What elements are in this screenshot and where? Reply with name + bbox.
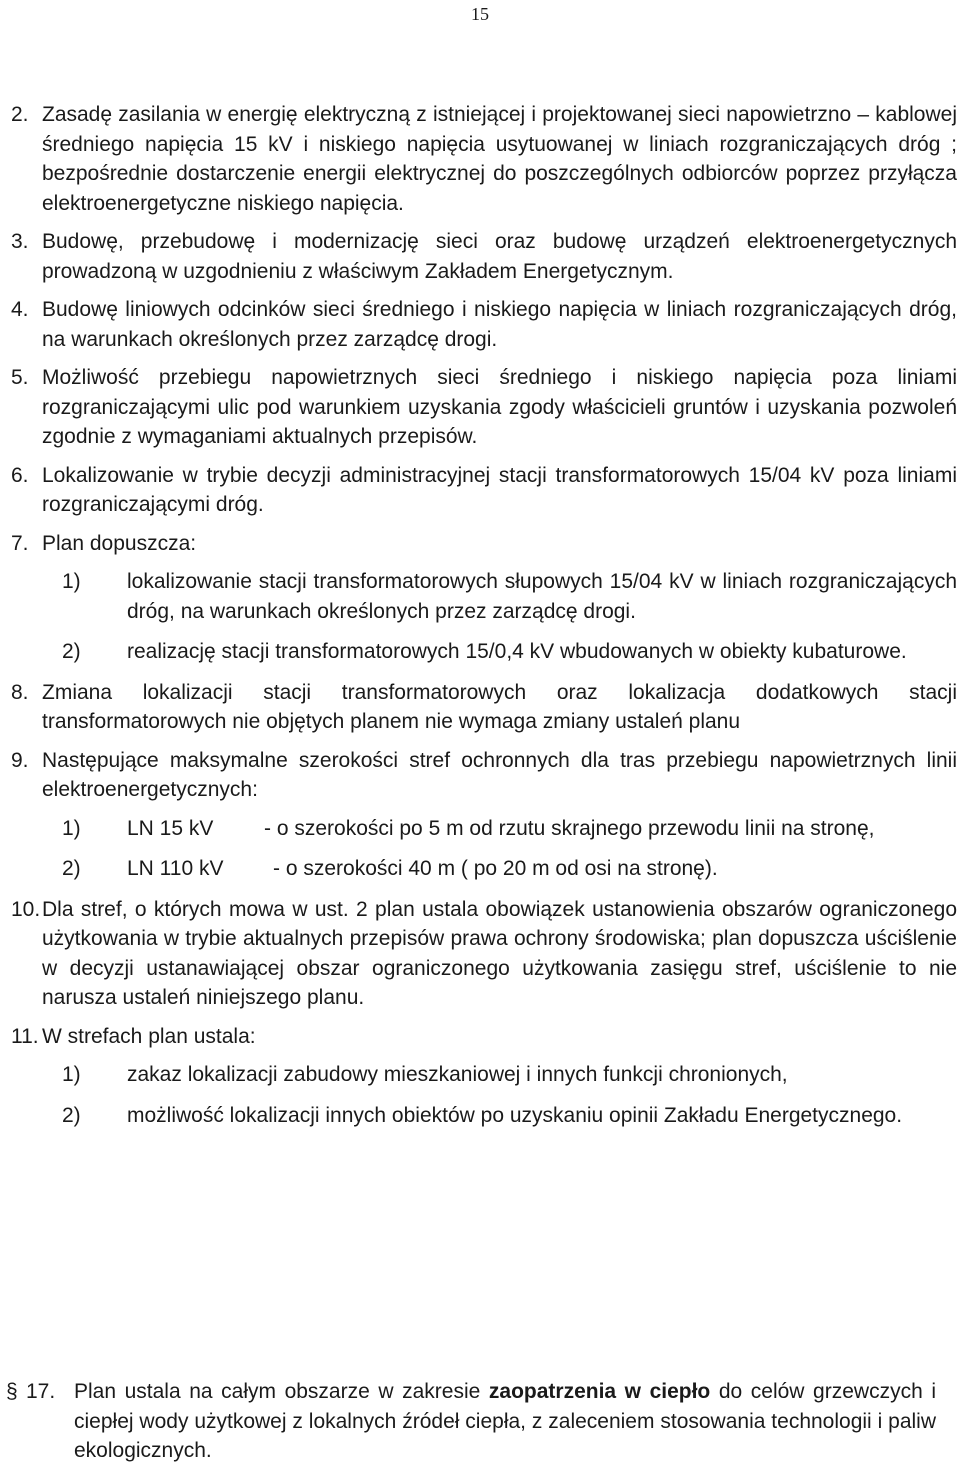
item-text: W strefach plan ustala: <box>42 1024 256 1048</box>
sub-item-number: 1) <box>62 570 81 593</box>
list-item-2 <box>11 100 957 218</box>
section-text-after: do celów grzewczych i ciepłej wody użytkowej z lokalnych źródeł ciepła, z zaleceniem stosowania technologii i paliw ekologicznych. <box>74 1380 936 1462</box>
list-item-10 <box>11 895 957 1013</box>
item-text: Budowę liniowych odcinków sieci średniego i niskiego napięcia w liniach rozgraniczających dróg, na warunkach określonych przez zarządcę drogi. <box>42 298 957 351</box>
item-number: 7. <box>11 531 29 555</box>
page-number: 15 <box>471 4 489 24</box>
sub-item-7-2 <box>11 637 957 667</box>
section-text-before: Plan ustala na całym obszarze w zakresie <box>74 1380 481 1403</box>
list-item-3 <box>11 227 957 286</box>
item-text: Możliwość przebiegu napowietrznych sieci średniego i niskiego napięcia poza liniami rozgraniczającymi ulic pod warunkiem uzyskania zgody właścicieli gruntów i uzyskania pozwoleń zgodnie z wymaganiami aktualnych przepisów. <box>42 366 957 448</box>
section-text-bold: zaopatrzenia w ciepło <box>488 1380 711 1403</box>
sub-item-number: 1) <box>62 1063 81 1086</box>
sub-item-number: 1) <box>62 816 81 840</box>
sub-item-text: - o szerokości po 5 m od rzutu skrajnego przewodu linii na stronę, <box>264 816 875 840</box>
item-text: Zasadę zasilania w energię elektryczną z istniejącej i projektowanej sieci napowietrzno – kablowej średniego napięcia 15 kV i niskiego napięcia usytuowanej w liniach rozgraniczających dróg ; bezpośrednie dostarczenie energii elektrycznej do poszczególnych odbiorców poprzez przyłącza elektroenergetyczne niskiego napięcia. <box>42 103 957 215</box>
item-text: Następujące maksymalne szerokości stref ochronnych dla tras przebiegu napowietrznych linii elektroenergetycznych: <box>42 748 957 801</box>
list-item-5 <box>11 363 957 452</box>
list-item-6 <box>11 461 957 520</box>
section-number: 17. <box>26 1380 56 1403</box>
list-item-8 <box>11 678 957 737</box>
sub-item-text: możliwość lokalizacji innych obiektów po uzyskaniu opinii Zakładu Energetycznego. <box>127 1103 903 1127</box>
item-text: Dla stref, o których mowa w ust. 2 plan ustala obowiązek ustanowienia obszarów ograniczonego użytkowania w trybie aktualnych przepisów prawa ochrony środowiska; plan dopuszcza uściślenie w decyzji ustanawiającej obszar ograniczonego użytkowania zasięgu stref, uściślenie to nie narusza ustaleń niniejszego planu. <box>42 897 957 1009</box>
section-text <box>0 1377 960 1466</box>
item-number: 2. <box>11 103 29 126</box>
sub-item-text: lokalizowanie stacji transformatorowych słupowych 15/04 kV w liniach rozgraniczających dróg, na warunkach określonych przez zarządcę drogi. <box>127 570 957 623</box>
item-number: 11. <box>11 1024 39 1048</box>
sub-item-text: realizację stacji transformatorowych 15/0,4 kV wbudowanych w obiekty kubaturowe. <box>127 640 907 663</box>
sub-item-11-2 <box>11 1101 957 1131</box>
item-text: Lokalizowanie w trybie decyzji administracyjnej stacji transformatorowych 15/04 kV poza liniami rozgraniczającymi dróg. <box>42 463 957 516</box>
section-mark: § <box>6 1380 18 1403</box>
item-text: Plan dopuszcza: <box>42 531 197 555</box>
item-number: 3. <box>11 230 29 253</box>
sub-item-number: 2) <box>62 857 81 880</box>
document-body <box>11 100 957 1141</box>
list-item-7 <box>11 529 957 559</box>
list-item-9 <box>11 746 957 805</box>
sub-item-text: - o szerokości 40 m ( po 20 m od osi na stronę). <box>273 857 718 880</box>
sub-item-9-2 <box>11 854 957 884</box>
sub-item-number: 2) <box>62 1103 81 1127</box>
sub-item-11-1 <box>11 1060 957 1090</box>
item-number: 5. <box>11 366 29 389</box>
list-item-11 <box>11 1022 957 1052</box>
sub-item-9-1 <box>11 814 957 844</box>
line-voltage-label: LN 15 kV <box>127 816 214 840</box>
sub-item-text: zakaz lokalizacji zabudowy mieszkaniowej i innych funkcji chronionych, <box>127 1063 788 1086</box>
item-number: 6. <box>11 463 29 487</box>
item-number: 4. <box>11 298 29 321</box>
item-number: 10. <box>11 897 41 921</box>
line-voltage-label: LN 110 kV <box>127 857 224 880</box>
item-text: Budowę, przebudowę i modernizację sieci oraz budowę urządzeń elektroenergetycznych prowadzoną w uzgodnieniu z właściwym Zakładem Energetycznym. <box>42 230 957 283</box>
section-17 <box>0 1377 960 1466</box>
item-number: 8. <box>11 680 29 704</box>
sub-item-number: 2) <box>62 640 81 663</box>
sub-item-7-1 <box>11 567 957 626</box>
list-item-4 <box>11 295 957 354</box>
item-number: 9. <box>11 748 29 772</box>
item-text: Zmiana lokalizacji stacji transformatorowych oraz lokalizacja dodatkowych stacji transformatorowych nie objętych planem nie wymaga zmiany ustaleń planu <box>42 680 957 733</box>
